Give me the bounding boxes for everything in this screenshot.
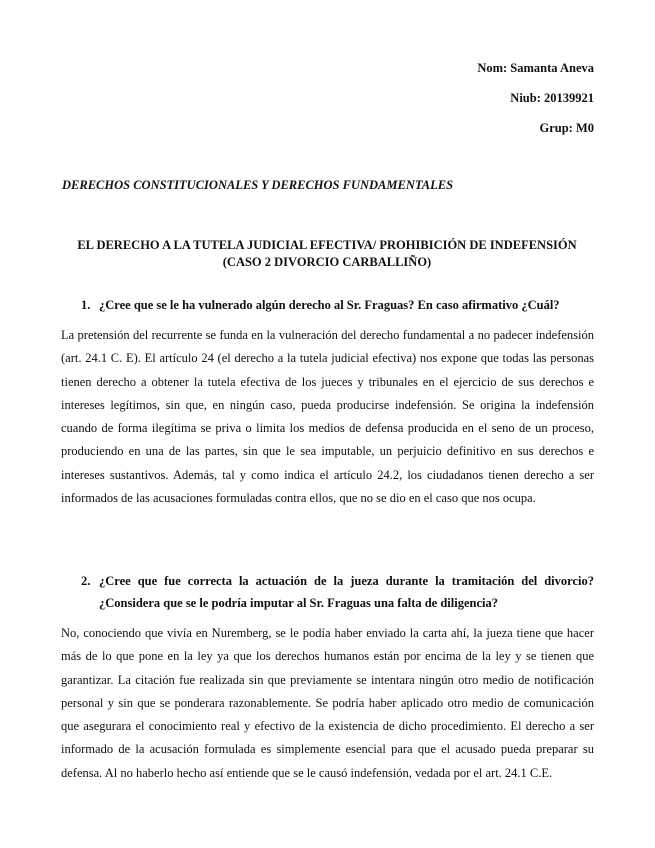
- question-2: [81, 570, 594, 614]
- answer-1: La pretensión del recurrente se funda en la vulneración del derecho fundamental a no padecer indefensión (art. 24.1 C. E). El artículo 24 (el derecho a la tutela judicial efectiva) nos expone que todas las personas tienen derecho a obtener la tutela efectiva de los jueces y tribunales en el ejercicio de sus derechos e intereses legítimos, sin que, en ningún caso, pueda producirse indefensión. Se origina la indefensión cuando de forma ilegítima se priva o limita los medios de defensa producida en el seno de un proceso, produciendo en una de las partes, sin que le sea imputable, un perjuicio definitivo en sus derechos e intereses sustantivos. Además, tal y como indica el artículo 24.2, los ciudadanos tienen derecho a ser informados de las acusaciones formuladas contra ellos, que no se dio en el caso que nos ocupa.: [61, 328, 594, 506]
- student-group: Grup: M0: [539, 121, 594, 135]
- student-name: Nom: Samanta Aneva: [477, 61, 594, 75]
- question-text: ¿Cree que fue correcta la actuación de la jueza durante la tramitación del divorcio? ¿Considera que se le podría imputar al Sr. Fraguas una falta de diligencia?: [99, 574, 594, 610]
- student-niub: Niub: 20139921: [510, 91, 594, 105]
- document-title: [60, 237, 594, 271]
- question-1: [81, 294, 594, 316]
- question-text: ¿Cree que se le ha vulnerado algún derecho al Sr. Fraguas? En caso afirmativo ¿Cuál?: [99, 298, 560, 312]
- title-line-1: EL DERECHO A LA TUTELA JUDICIAL EFECTIVA/ PROHIBICIÓN DE INDEFENSIÓN: [77, 238, 577, 252]
- answer-2: No, conociendo que vivía en Nuremberg, se le podía haber enviado la carta ahí, la jueza tiene que hacer más de lo que pone en la ley ya que los derechos humanos están por encima de la ley y se tienen que garantizar. La citación fue realizada sin que previamente se intentara ningún otro medio de notificación personal y sin que se ponderara razonablemente. Se podría haber aplicado otro medio de comunicación que asegurara el conocimiento real y efectivo de la existencia de dicho procedimiento. El derecho a ser informado de la acusación formulada es simplemente esencial para que el acusado pueda preparar su defensa. Al no haberlo hecho así entiende que se le causó indefensión, vedada por el art. 24.1 C.E.: [61, 626, 594, 780]
- question-number: 1.: [81, 298, 91, 312]
- question-number: 2.: [81, 574, 91, 588]
- title-line-2: (CASO 2 DIVORCIO CARBALLIÑO): [222, 255, 432, 269]
- subject-heading: DERECHOS CONSTITUCIONALES Y DERECHOS FUNDAMENTALES: [62, 178, 454, 192]
